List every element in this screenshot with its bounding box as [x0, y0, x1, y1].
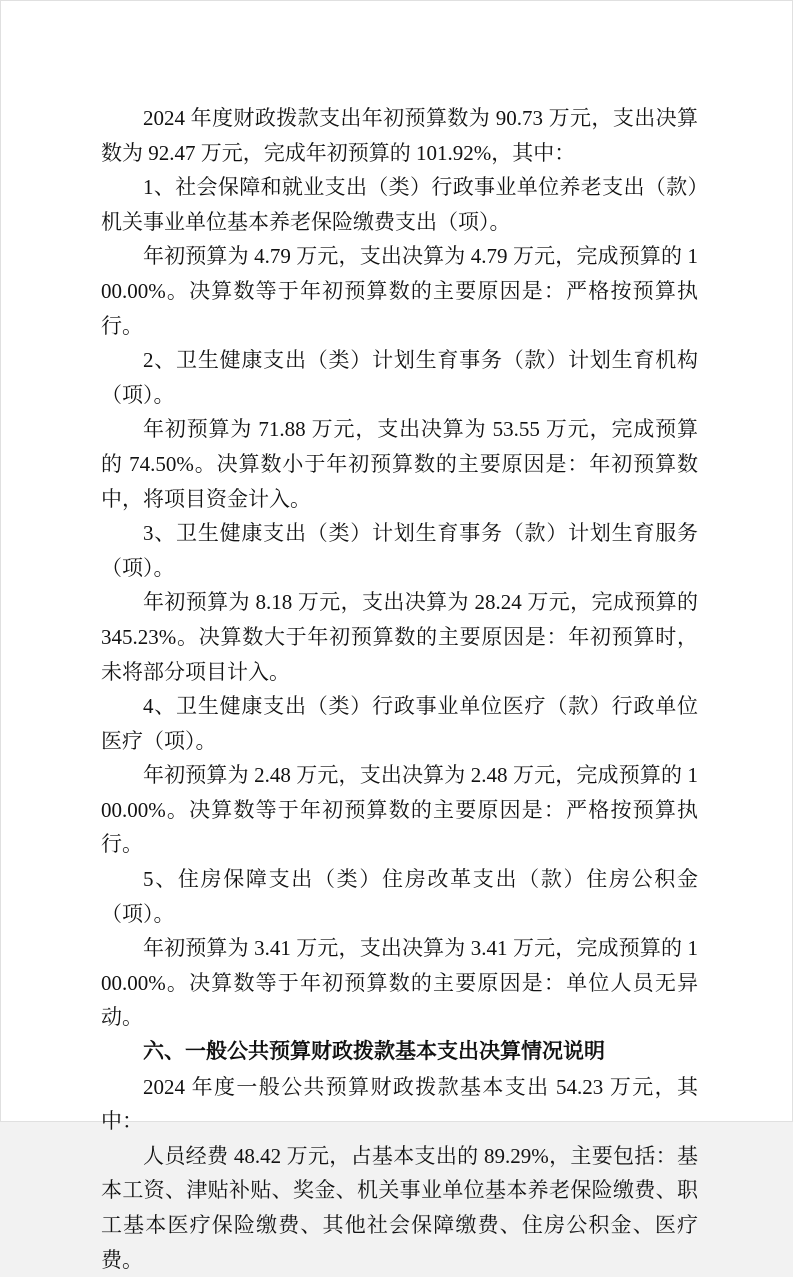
- fiscal-expenditure-summary-paragraph: 2024 年度财政拨款支出年初预算数为 90.73 万元，支出决算数为 92.47 万元，完成年初预算的 101.92%，其中：: [101, 106, 698, 165]
- item-4-title-paragraph: 4、卫生健康支出（类）行政事业单位医疗（款）行政单位医疗（项）。: [101, 694, 698, 753]
- item-1-detail-paragraph: 年初预算为 4.79 万元，支出决算为 4.79 万元，完成预算的 100.00%。决算数等于年初预算数的主要原因是：严格按预算执行。: [101, 244, 698, 338]
- item-2-title-paragraph: 2、卫生健康支出（类）计划生育事务（款）计划生育机构（项）。: [101, 348, 698, 407]
- basic-expenditure-summary-paragraph: 2024 年度一般公共预算财政拨款基本支出 54.23 万元，其中：: [101, 1074, 698, 1134]
- personnel-expense-paragraph: 人员经费 48.42 万元，占基本支出的 89.29%，主要包括：基本工资、津贴补贴、奖金、机关事业单位基本养老保险缴费、职工基本医疗保险缴费、其他社会保障缴费、住房公积金、医疗费。: [101, 1143, 698, 1272]
- item-4-detail-paragraph: 年初预算为 2.48 万元，支出决算为 2.48 万元，完成预算的 100.00%。决算数等于年初预算数的主要原因是：严格按预算执行。: [101, 763, 698, 857]
- item-1-title-paragraph: 1、社会保障和就业支出（类）行政事业单位养老支出（款）机关事业单位基本养老保险缴费支出（项）。: [101, 175, 698, 234]
- item-3-title-paragraph: 3、卫生健康支出（类）计划生育事务（款）计划生育服务（项）。: [101, 521, 698, 580]
- section-6-heading: 六、一般公共预算财政拨款基本支出决算情况说明: [143, 1040, 605, 1064]
- item-3-detail-paragraph: 年初预算为 8.18 万元，支出决算为 28.24 万元，完成预算的 345.23%。决算数大于年初预算数的主要原因是：年初预算时，未将部分项目计入。: [101, 590, 698, 684]
- item-2-detail-paragraph: 年初预算为 71.88 万元，支出决算为 53.55 万元，完成预算的 74.50%。决算数小于年初预算数的主要原因是：年初预算数中，将项目资金计入。: [101, 417, 698, 511]
- document-body: [101, 101, 698, 1277]
- item-5-title-paragraph: 5、住房保障支出（类）住房改革支出（款）住房公积金（项）。: [101, 867, 698, 926]
- item-5-detail-paragraph: 年初预算为 3.41 万元，支出决算为 3.41 万元，完成预算的 100.00%。决算数等于年初预算数的主要原因是：单位人员无异动。: [101, 936, 698, 1030]
